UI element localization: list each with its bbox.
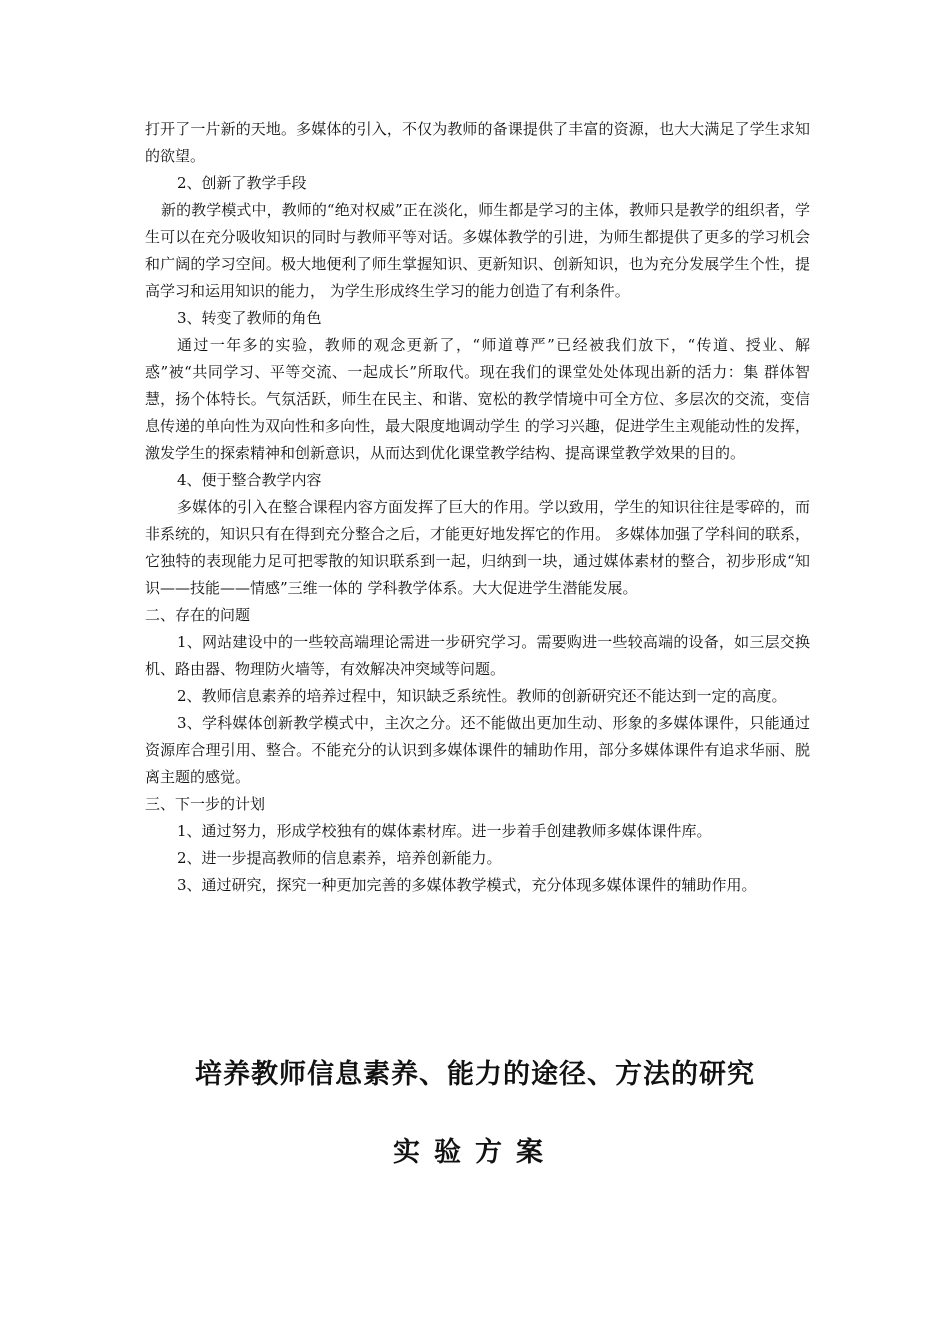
document-subtitle: 实验方案 [393, 1137, 557, 1168]
paragraph: 2、进一步提高教师的信息素养，培养创新能力。 [177, 849, 502, 867]
paragraph: 1、网站建设中的一些较高端理论需进一步研究学习。需要购进一些较高端的设备，如三层交换机、路由器、物理防火墙等，有效解决冲突域等问题。 [145, 633, 810, 678]
paragraph: 打开了一片新的天地。多媒体的引入，不仅为教师的备课提供了丰富的资源，也大大满足了学生求知的欲望。 [145, 120, 810, 165]
document-title: 培养教师信息素养、能力的途径、方法的研究 [195, 1059, 755, 1090]
paragraph: 多媒体的引入在整合课程内容方面发挥了巨大的作用。学以致用，学生的知识往往是零碎的，而非系统的，知识只有在得到充分整合之后，才能更好地发挥它的作用。 多媒体加强了学科间的联系，它独特的表现能力足可把零散的知识联系到一起，归纳到一块，通过媒体素材的整合，初步形成“知识——技能——情感”三维一体的 学科教学体系。大大促进学生潜能发展。 [145, 498, 810, 597]
paragraph: 2、教师信息素养的培养过程中，知识缺乏系统性。教师的创新研究还不能达到一定的高度。 [177, 687, 787, 705]
paragraph: 3、学科媒体创新教学模式中，主次之分。还不能做出更加生动、形象的多媒体课件，只能通过资源库合理引用、整合。不能充分的认识到多媒体课件的辅助作用，部分多媒体课件有追求华丽、脱离主题的感觉。 [145, 714, 810, 786]
chapter-heading: 二、存在的问题 [145, 606, 251, 624]
chapter-heading: 三、下一步的计划 [145, 795, 266, 813]
paragraph: 通过一年多的实验，教师的观念更新了，“师道尊严”已经被我们放下，“传道、授业、解惑”被“共同学习、平等交流、一起成长”所取代。现在我们的课堂处处体现出新的活力：集 群体智慧，扬个体特长。气氛活跃，师生在民主、和谐、宽松的教学情境中可全方位、多层次的交流，变信息传递的单向性为双向性和多向性，最大限度地调动学生 的学习兴趣，促进学生主观能动性的发挥，激发学生的探索精神和创新意识，从而达到优化课堂教学结构、提高课堂教学效果的目的。 [145, 336, 810, 462]
paragraph: 3、通过研究，探究一种更加完善的多媒体教学模式，充分体现多媒体课件的辅助作用。 [177, 876, 757, 894]
section-heading: 2、创新了教学手段 [177, 174, 307, 192]
paragraph: 1、通过努力，形成学校独有的媒体素材库。进一步着手创建教师多媒体课件库。 [177, 822, 712, 840]
body-text [145, 116, 810, 899]
section-heading: 4、便于整合教学内容 [177, 471, 322, 489]
section-heading: 3、转变了教师的角色 [177, 309, 322, 327]
paragraph: 新的教学模式中，教师的“绝对权威”正在淡化，师生都是学习的主体，教师只是教学的组织者，学生可以在充分吸收知识的同时与教师平等对话。多媒体教学的引进，为师生都提供了更多的学习机会和广阔的学习空间。极大地便利了师生掌握知识、更新知识、创新知识，也为充分发展学生个性，提高学习和运用知识的能力， 为学生形成终生学习的能力创造了有利条件。 [145, 201, 810, 300]
